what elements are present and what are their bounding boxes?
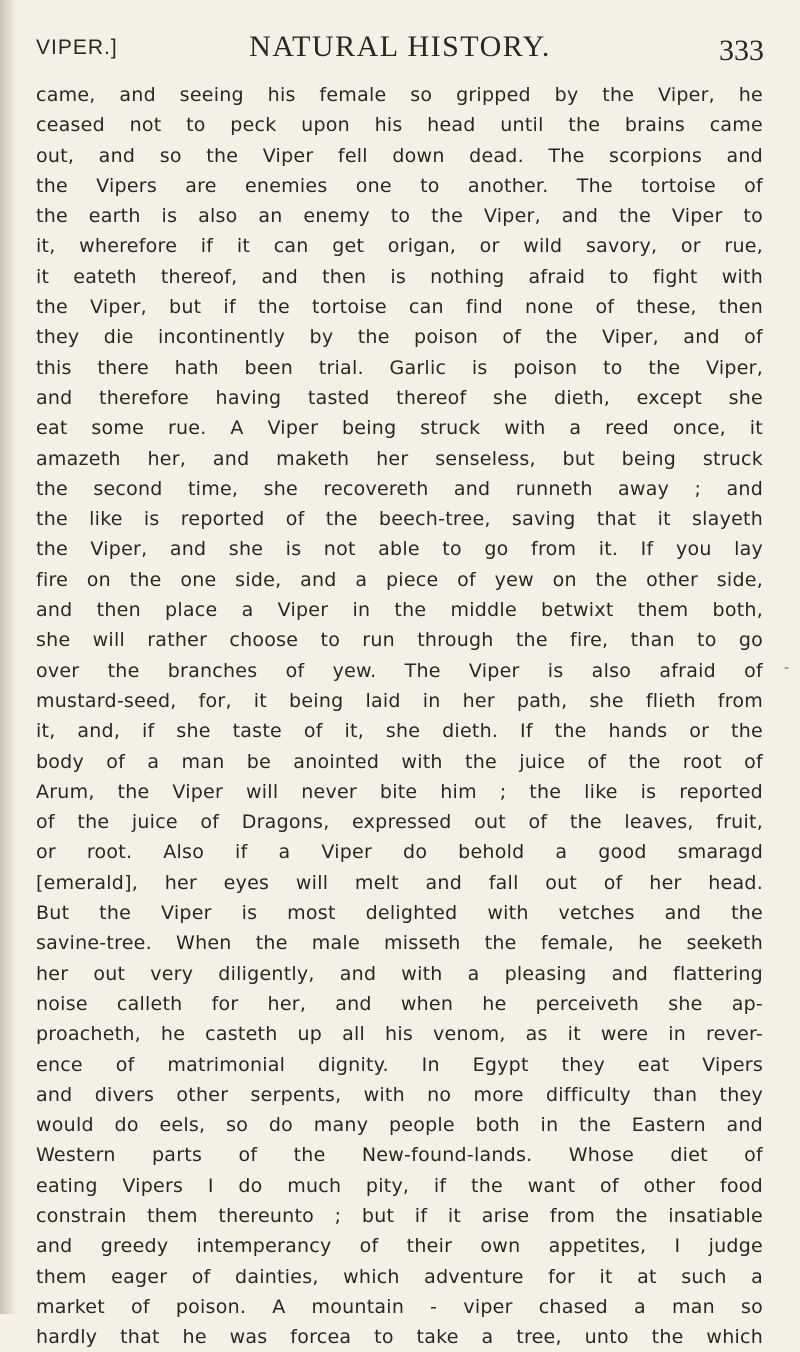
- text-line: and greedy intemperancy of their own appetites, I judge: [36, 1235, 763, 1258]
- text-line: noise calleth for her, and when he perceiveth she ap-: [36, 992, 763, 1015]
- section-label: VIPER.]: [36, 36, 118, 59]
- text-line: the Viper, and she is not able to go from it. If you lay: [36, 538, 763, 561]
- text-line: they die incontinently by the poison of the Viper, and of: [36, 326, 763, 349]
- text-line: her out very diligently, and with a pleasing and flattering: [36, 962, 763, 985]
- text-line: came, and seeing his female so gripped by the Viper, he: [36, 84, 763, 106]
- text-line: and then place a Viper in the middle betwixt them both,: [36, 599, 763, 622]
- text-line: the Viper, but if the tortoise can find none of these, then: [36, 296, 763, 319]
- text-line: it, wherefore if it can get origan, or wild savory, or rue,: [36, 235, 763, 258]
- text-line: Western parts of the New-found-lands. Whose diet of: [36, 1144, 763, 1167]
- text-line: hardly that he was forcea to take a tree, unto the which: [36, 1326, 763, 1349]
- page-number: 333: [719, 34, 764, 67]
- text-line: them eager of dainties, which adventure for it at such a: [36, 1265, 763, 1288]
- text-line: over the branches of yew. The Viper is also afraid of: [36, 659, 763, 682]
- text-line: the like is reported of the beech-tree, saving that it slayeth: [36, 508, 763, 531]
- text-line: amazeth her, and maketh her senseless, but being struck: [36, 447, 763, 470]
- text-line: savine-tree. When the male misseth the female, he seeketh: [36, 932, 763, 955]
- text-line: constrain them thereunto ; but if it arise from the insatiable: [36, 1204, 763, 1227]
- text-line: out, and so the Viper fell down dead. The scorpions and: [36, 144, 763, 167]
- body-text: [36, 80, 763, 1352]
- text-line: the earth is also an enemy to the Viper, and the Viper to: [36, 205, 763, 228]
- text-line: it eateth thereof, and then is nothing afraid to fight with: [36, 265, 763, 288]
- text-line: eating Vipers I do much pity, if the want of other food: [36, 1174, 763, 1197]
- text-line: mustard-seed, for, it being laid in her path, she flieth from: [36, 689, 763, 712]
- margin-mark: -: [784, 660, 790, 676]
- text-line: she will rather choose to run through the fire, than to go: [36, 629, 763, 652]
- text-line: it, and, if she taste of it, she dieth. If the hands or the: [36, 720, 763, 743]
- text-line: Arum, the Viper will never bite him ; the like is reported: [36, 780, 763, 803]
- running-head: [36, 30, 764, 70]
- text-line: body of a man be anointed with the juice of the root of: [36, 750, 763, 773]
- text-line: [emerald], her eyes will melt and fall out of her head.: [36, 871, 763, 894]
- page-title: NATURAL HISTORY.: [249, 30, 551, 63]
- text-line: this there hath been trial. Garlic is poison to the Viper,: [36, 356, 763, 379]
- text-line: ceased not to peck upon his head until the brains came: [36, 114, 763, 137]
- text-line: fire on the one side, and a piece of yew on the other side,: [36, 568, 763, 591]
- text-line: ence of matrimonial dignity. In Egypt they eat Vipers: [36, 1053, 763, 1076]
- text-line: the second time, she recovereth and runneth away ; and: [36, 477, 763, 500]
- text-line: would do eels, so do many people both in the Eastern and: [36, 1114, 763, 1137]
- text-line: market of poison. A mountain - viper chased a man so: [36, 1295, 763, 1318]
- text-line: the Vipers are enemies one to another. The tortoise of: [36, 174, 763, 197]
- text-line: eat some rue. A Viper being struck with a reed once, it: [36, 417, 763, 440]
- gutter-shadow: [0, 0, 16, 1314]
- text-line: But the Viper is most delighted with vetches and the: [36, 902, 763, 925]
- text-line: of the juice of Dragons, expressed out of the leaves, fruit,: [36, 811, 763, 834]
- text-line: proacheth, he casteth up all his venom, as it were in rever-: [36, 1023, 763, 1046]
- text-line: or root. Also if a Viper do behold a good smaragd: [36, 841, 763, 864]
- text-line: and therefore having tasted thereof she dieth, except she: [36, 386, 763, 409]
- text-line: and divers other serpents, with no more difficulty than they: [36, 1083, 763, 1106]
